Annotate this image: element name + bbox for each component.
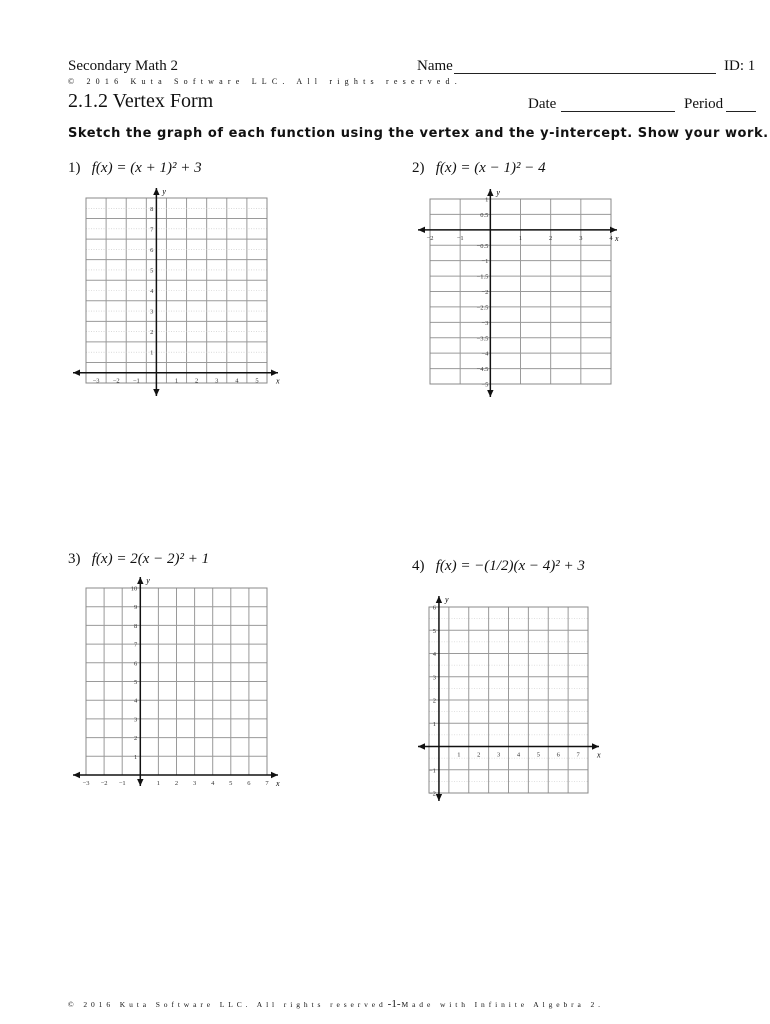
y-tick-label: 7 <box>150 226 154 234</box>
y-tick-label: −3.5 <box>476 335 489 343</box>
x-tick-label: −2 <box>100 780 108 787</box>
y-tick-label: 8 <box>134 622 138 630</box>
y-tick-label: 7 <box>134 641 138 649</box>
equation: f(x) = (x + 1)² + 3 <box>91 160 202 176</box>
y-tick-label: 5 <box>134 679 138 686</box>
problem-number: 1) <box>68 160 81 176</box>
y-tick-label: 1 <box>150 349 154 357</box>
x-tick-label: 3 <box>579 234 583 242</box>
x-axis-label: x <box>597 750 601 760</box>
y-tick-label: −0.5 <box>476 242 489 250</box>
y-tick-label: 3 <box>432 674 436 682</box>
name-label: Name <box>417 58 453 74</box>
y-axis-arrow-up <box>436 596 442 603</box>
x-tick-label: −2 <box>426 234 434 242</box>
x-tick-label: 1 <box>518 234 523 242</box>
period-label: Period <box>684 96 724 112</box>
x-axis-label: x <box>276 376 280 386</box>
y-tick-label: 10 <box>130 585 138 593</box>
x-tick-label: 4 <box>211 780 215 787</box>
y-tick-label: 4 <box>432 651 436 658</box>
y-tick-label: 1 <box>485 196 489 204</box>
x-tick-label: 5 <box>536 751 540 759</box>
course-name: Secondary Math 2 <box>68 58 178 74</box>
x-tick-label: 5 <box>229 780 233 787</box>
x-axis-label: x <box>276 779 280 788</box>
problem-number: 3) <box>68 551 81 567</box>
x-tick-label: 7 <box>265 780 269 787</box>
y-tick-label: −5 <box>481 381 489 389</box>
worksheet-id: ID: 1 <box>724 58 756 74</box>
y-tick-label: −2 <box>481 289 489 296</box>
footer-made-with: Made with Infinite Algebra 2. <box>401 1000 604 1009</box>
x-tick-label: 4 <box>516 751 521 759</box>
y-axis-arrow-down <box>436 794 442 801</box>
equation: f(x) = (x − 1)² − 4 <box>435 160 546 176</box>
y-tick-label: 5 <box>432 627 436 635</box>
x-tick-label: 4 <box>235 377 239 385</box>
x-tick-label: 6 <box>247 780 251 787</box>
footer <box>68 998 604 1010</box>
x-tick-label: 2 <box>194 377 199 385</box>
x-axis-arrow-right <box>592 743 599 749</box>
problem-number: 4) <box>412 558 425 574</box>
equation: f(x) = −(1/2)(x − 4)² + 3 <box>435 558 585 574</box>
date-label: Date <box>528 96 557 112</box>
page-number: -1- <box>387 998 401 1010</box>
y-axis-label: y <box>162 187 166 196</box>
y-tick-label: −2 <box>429 790 436 798</box>
y-tick-label: 6 <box>134 660 138 668</box>
y-tick-label: 3 <box>134 716 138 724</box>
x-tick-label: −3 <box>82 780 90 787</box>
x-tick-label: 6 <box>556 751 560 759</box>
x-tick-label: 7 <box>576 751 580 759</box>
x-tick-label: 4 <box>609 234 613 242</box>
y-tick-label: −2.5 <box>476 304 489 312</box>
copyright-notice: © 2016 Kuta Software LLC. All rights reserved. <box>68 77 462 86</box>
y-axis-label: y <box>496 188 500 197</box>
x-tick-label: 1 <box>156 780 161 787</box>
y-tick-label: −4.5 <box>476 366 489 374</box>
x-tick-label: −3 <box>92 377 100 385</box>
x-tick-label: 1 <box>174 377 179 385</box>
worksheet-title: 2.1.2 Vertex Form <box>68 90 214 112</box>
y-tick-label: 2 <box>150 329 154 337</box>
y-tick-label: −3 <box>481 319 489 327</box>
x-tick-label: 3 <box>215 377 219 385</box>
y-tick-label: 2 <box>134 735 138 743</box>
x-tick-label: 2 <box>477 751 481 759</box>
y-tick-label: 2 <box>432 697 436 705</box>
y-tick-label: −1.5 <box>476 273 489 281</box>
y-tick-label: 0.5 <box>480 211 489 219</box>
x-tick-label: 3 <box>496 751 501 759</box>
y-axis-label: y <box>444 595 449 604</box>
x-tick-label: −2 <box>112 377 120 385</box>
x-tick-label: 2 <box>549 234 553 242</box>
y-tick-label: 4 <box>134 697 138 705</box>
y-axis-label: y <box>146 576 150 585</box>
equation: f(x) = 2(x − 2)² + 1 <box>91 551 210 567</box>
x-axis-arrow-left <box>418 743 425 749</box>
x-tick-label: 3 <box>192 780 197 787</box>
problem-number: 2) <box>412 160 425 176</box>
y-tick-label: 8 <box>150 205 154 213</box>
instructions: Sketch the graph of each function using the vertex and the y-intercept. Show your work. <box>68 126 769 141</box>
x-tick-label: 5 <box>255 377 259 385</box>
y-tick-label: 3 <box>150 308 154 316</box>
y-tick-label: 1 <box>432 720 436 728</box>
footer-copyright: © 2016 Kuta Software LLC. All rights reserved <box>68 1000 387 1009</box>
x-tick-label: −1 <box>456 234 464 242</box>
x-tick-label: −1 <box>132 377 140 385</box>
y-tick-label: 9 <box>134 604 138 612</box>
y-tick-label: −1 <box>429 767 436 775</box>
y-tick-label: 4 <box>150 288 154 295</box>
y-tick-label: −1 <box>481 258 489 266</box>
y-tick-label: 1 <box>134 753 138 761</box>
y-tick-label: 6 <box>432 604 436 612</box>
y-tick-label: 5 <box>150 267 154 275</box>
x-tick-label: 1 <box>457 751 461 759</box>
y-tick-label: −4 <box>481 350 489 358</box>
y-tick-label: 6 <box>150 246 154 254</box>
x-tick-label: −1 <box>118 780 126 787</box>
x-tick-label: 2 <box>174 780 179 787</box>
x-axis-label: x <box>615 233 619 243</box>
